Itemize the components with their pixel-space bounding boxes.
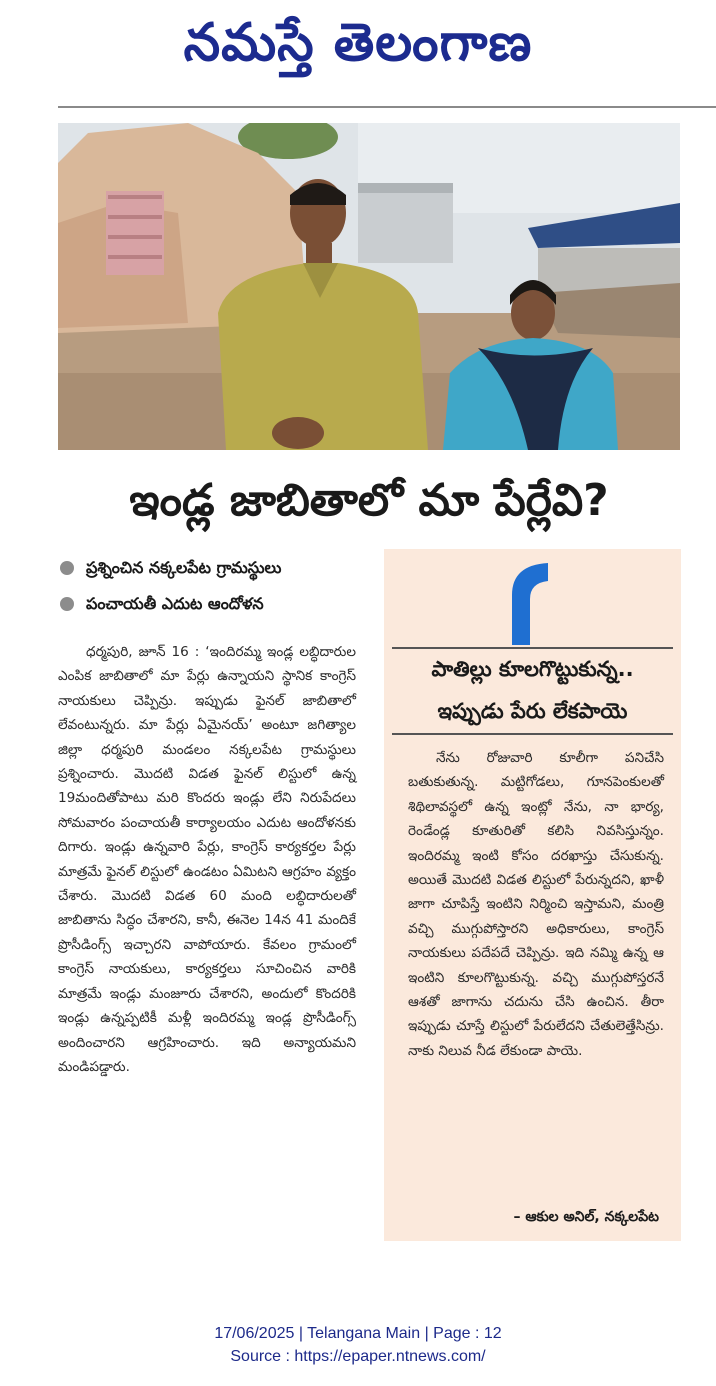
bullet-dot-icon	[60, 597, 74, 611]
masthead-divider	[58, 106, 716, 108]
article-body	[58, 640, 356, 1079]
quote-credit: – ఆకుల అనిల్, నక్కలపేట	[513, 1209, 659, 1225]
news-photo-illustration	[58, 123, 680, 450]
bullet-text: పంచాయతీ ఎదుట ఆందోళన	[86, 594, 264, 613]
sidebar-heading-line1: పాతిల్లు కూలగొట్టుకున్న..	[431, 657, 634, 681]
article-paragraph: ధర్మపురి, జూన్ 16 : ‘ఇందిరమ్మ ఇండ్ల లబ్ధిదారుల ఎంపిక జాబితాలో మా పేర్లు ఉన్నాయని స్థానిక కాంగ్రెస్ నాయకులు చెప్పిన్రు. ఇప్పుడు ఫైనల్ జాబితాలో లేవంటున్నరు. మా పేర్లు ఏమైనయ్’ అంటూ జగిత్యాల జిల్లా ధర్మపురి మండలం నక్కలపేట గ్రామస్థులు ప్రశ్నించారు. మొదటి విడత ఫైనల్ లిస్టులో ఉన్న 19మందితోపాటు మరి కొందరు ఇండ్లు లేని నిరుపేదలు సోమవారం పంచాయతీ కార్యాలయం ఎదుట ఆందోళనకు దిగారు. ఇండ్లు ఉన్నవారి పేర్లు, కాంగ్రెస్ కార్యకర్తల పేర్లు మాత్రమే ఫైనల్ లిస్టులో ఉండటం ఏమిటని ఆగ్రహం వ్యక్తం చేశారు. మొదటి విడత 60 మంది లబ్ధిదారులతో జాబితాను సిద్ధం చేశారని, కానీ, ఈనెల 14న 41 మందికే ప్రొసీడింగ్స్ ఇచ్చారని వాపోయారు. కేవలం గ్రామంలో కాంగ్రెస్ నాయకులు, కార్యకర్తలు సూచించిన వారికి మాత్రమే ఇండ్లు మంజూరు చేశారని, అందులో కొందరికి ఇండ్లు ఉన్నప్పటికీ మళ్లీ ఇందిరమ్మ ఇండ్ల ప్రొసీడింగ్స్ అందించారని ఆగ్రహించారు. ఇది అన్యాయమని మండిపడ్డారు.	[58, 644, 356, 1075]
sidebar-rule-bottom	[392, 733, 673, 735]
footer-edition-info: 17/06/2025 | Telangana Main | Page : 12	[214, 1325, 502, 1342]
sidebar-heading-line2: ఇప్పుడు పేరు లేకపాయె	[437, 699, 628, 723]
bullet-text: ప్రశ్నించిన నక్కలపేట గ్రామస్థులు	[86, 558, 282, 577]
bullet-dot-icon	[60, 561, 74, 575]
news-photo	[58, 123, 680, 450]
summary-bullets	[58, 552, 378, 624]
sidebar-paragraph: నేను రోజువారి కూలీగా పనిచేసి బతుకుతున్న. మట్టిగోడలు, గూనపెంకులతో శిథిలావస్థలో ఉన్న ఇంట్లో నేను, నా భార్య, రెండేండ్ల కూతురితో కలిసి నివసిస్తున్నం. ఇందిరమ్మ ఇంటి కోసం దరఖాస్తు చేసుకున్న. అయితే మొదటి విడత లిస్టులో పేరున్నదని, ఖాళీ జాగా చూపిస్తే ఇంటిని నిర్మించి ఇస్తామని, మంత్రి వచ్చి ముగ్గుపోస్తారని అధికారులు, కాంగ్రెస్ నాయకులు పదేపదే చెప్పిన్రు. ఇది నమ్మి ఉన్న ఆ ఇంటిని కూలగొట్టుకున్న. వచ్చి ముగ్గుపోస్తరనే ఆశతో జాగాను చదును చేసి ఉంచిన. తీరా ఇప్పుడు చూస్తే లిస్టులో పేరులేదని చేతులెత్తేసిన్రు. నాకు నిలువ నీడ లేకుండా పాయె.	[408, 750, 664, 1059]
sidebar-body	[408, 746, 664, 1063]
footer-source: Source : https://epaper.ntnews.com/	[230, 1348, 486, 1365]
headline: ఇండ్ల జాబితాలో మా పేర్లేవి?	[129, 475, 609, 526]
newspaper-name: నమస్తే తెలంగాణ	[183, 13, 533, 73]
bullet-point	[58, 552, 378, 588]
quote-sidebar	[384, 549, 681, 1241]
bullet-point	[58, 588, 378, 624]
quote-mark-icon	[508, 559, 558, 645]
masthead	[0, 0, 716, 100]
